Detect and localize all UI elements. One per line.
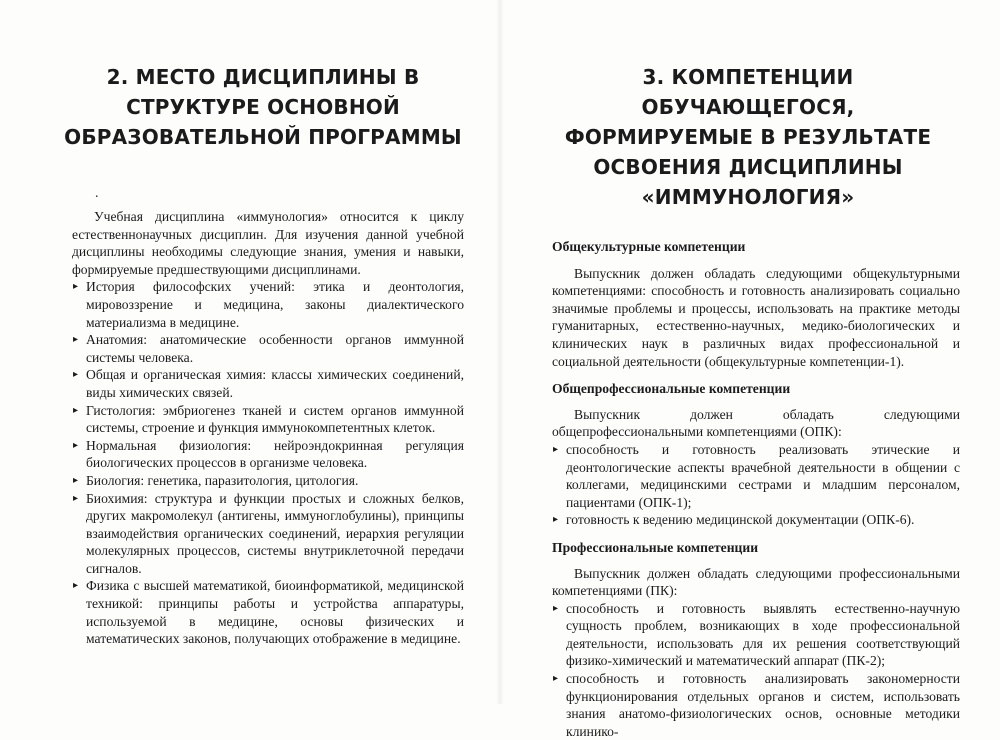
section-2-title: 2. МЕСТО ДИСЦИПЛИНЫ В СТРУКТУРЕ ОСНОВНОЙ ОБРАЗОВАТЕЛЬНОЙ ПРОГРАММЫ xyxy=(64,65,462,149)
list-item: ▸ Гистология: эмбриогенез тканей и систем органов иммунной системы, строение и функция иммунокомпетентных клеток. xyxy=(73,402,464,436)
triangle-bullet-icon: ▸ xyxy=(73,474,79,486)
list-item: ▸ готовность к ведению медицинской документации (ОПК-6). xyxy=(553,512,915,528)
list-item: ▸ История философских учений: этика и деонтология, мировоззрение и медицина, законы диалектического материализма в медицине. xyxy=(73,279,464,330)
triangle-bullet-icon: ▸ xyxy=(553,602,559,614)
list-item: ▸ способность и готовность выявлять естественно-научную сущность проблем, возникающих в ходе профессиональной деятельности, использовать для их решения соответствующий физико-химический и математический аппарат (ПК-2); xyxy=(553,600,960,669)
professional-paragraph: Выпускник должен обладать следующими профессиональными компетенциями (ПК): xyxy=(552,565,960,599)
triangle-bullet-icon: ▸ xyxy=(73,404,79,416)
list-item: ▸ способность и готовность анализировать закономерности функционирования отдельных органов и систем, использовать знания анатомо-физиологических основ, основные методики клинико- xyxy=(553,671,960,739)
triangle-bullet-icon: ▸ xyxy=(73,492,79,504)
list-item: ▸ способность и готовность реализовать этические и деонтологические аспекты врачебной деятельности в общении с коллегами, медицинскими сестрами и младшим персоналом, пациентами (ОПК-1); xyxy=(553,441,960,510)
list-item: ▸ Биохимия: структура и функции простых и сложных белков, других макромолекул (антигены, иммуноглобулины), принципы взаимодействия органических соединений, иерархия регуляции молекулярных процессов, системы внутриклеточной передачи сигналов. xyxy=(73,490,464,576)
list-item: ▸ Физика с высшей математикой, биоинформатикой, медицинской техникой: принципы работы и устройства аппаратуры, используемой в медицине, основы физических и математических законов, получающих отображение в медицине. xyxy=(73,578,464,647)
right-page xyxy=(500,0,1000,739)
triangle-bullet-icon: ▸ xyxy=(73,281,79,293)
general-competencies-heading: Общекультурные компетенции xyxy=(552,239,746,254)
section-2-body xyxy=(72,208,464,648)
list-item: ▸ Нормальная физиология: нейроэндокринная регуляция биологических процессов в организме человека. xyxy=(73,437,464,471)
triangle-bullet-icon: ▸ xyxy=(553,443,559,455)
section-3-body xyxy=(552,238,960,740)
triangle-bullet-icon: ▸ xyxy=(73,369,79,381)
list-item: ▸ Биология: генетика, паразитология, цитология. xyxy=(73,472,359,488)
triangle-bullet-icon: ▸ xyxy=(73,439,79,451)
general-professional-list xyxy=(552,441,960,529)
general-professional-paragraph: Выпускник должен обладать следующими общепрофессиональными компетенциями (ОПК): xyxy=(552,406,960,440)
intro-paragraph: Учебная дисциплина «иммунология» относится к циклу естественнонаучных дисциплин. Для изучения данной учебной дисциплины необходимы следующие знания, умения и навыки, формируемые предшествующими дисциплинами. xyxy=(72,209,464,277)
triangle-bullet-icon: ▸ xyxy=(553,514,559,526)
general-professional-heading: Общепрофессиональные компетенции xyxy=(552,381,791,397)
left-page xyxy=(0,0,500,704)
triangle-bullet-icon: ▸ xyxy=(73,580,79,592)
prerequisite-list xyxy=(72,278,464,647)
triangle-bullet-icon: ▸ xyxy=(73,334,79,346)
stray-dot: . xyxy=(95,186,99,201)
general-competencies-paragraph: Выпускник должен обладать следующими общекультурными компетенциями: способность и готовность анализировать социально значимые проблемы и процессы, использовать на практике методы гуманитарных, естественно-научных, медико-биологических и клинических наук в различных видах профессиональной и социальной деятельности (общекультурные компетенции-1). xyxy=(552,265,960,369)
list-item: ▸ Общая и органическая химия: классы химических соединений, виды химических связей. xyxy=(73,367,464,400)
triangle-bullet-icon: ▸ xyxy=(553,673,559,685)
section-3-title: 3. КОМПЕТЕНЦИИ ОБУЧАЮЩЕГОСЯ, ФОРМИРУЕМЫЕ В РЕЗУЛЬТАТЕ ОСВОЕНИЯ ДИСЦИПЛИНЫ «ИММУНОЛОГИЯ» xyxy=(564,65,932,209)
professional-heading: Профессиональные компетенции xyxy=(552,539,759,555)
professional-list xyxy=(552,600,960,740)
list-item: ▸ Анатомия: анатомические особенности органов иммунной системы человека. xyxy=(73,332,464,365)
